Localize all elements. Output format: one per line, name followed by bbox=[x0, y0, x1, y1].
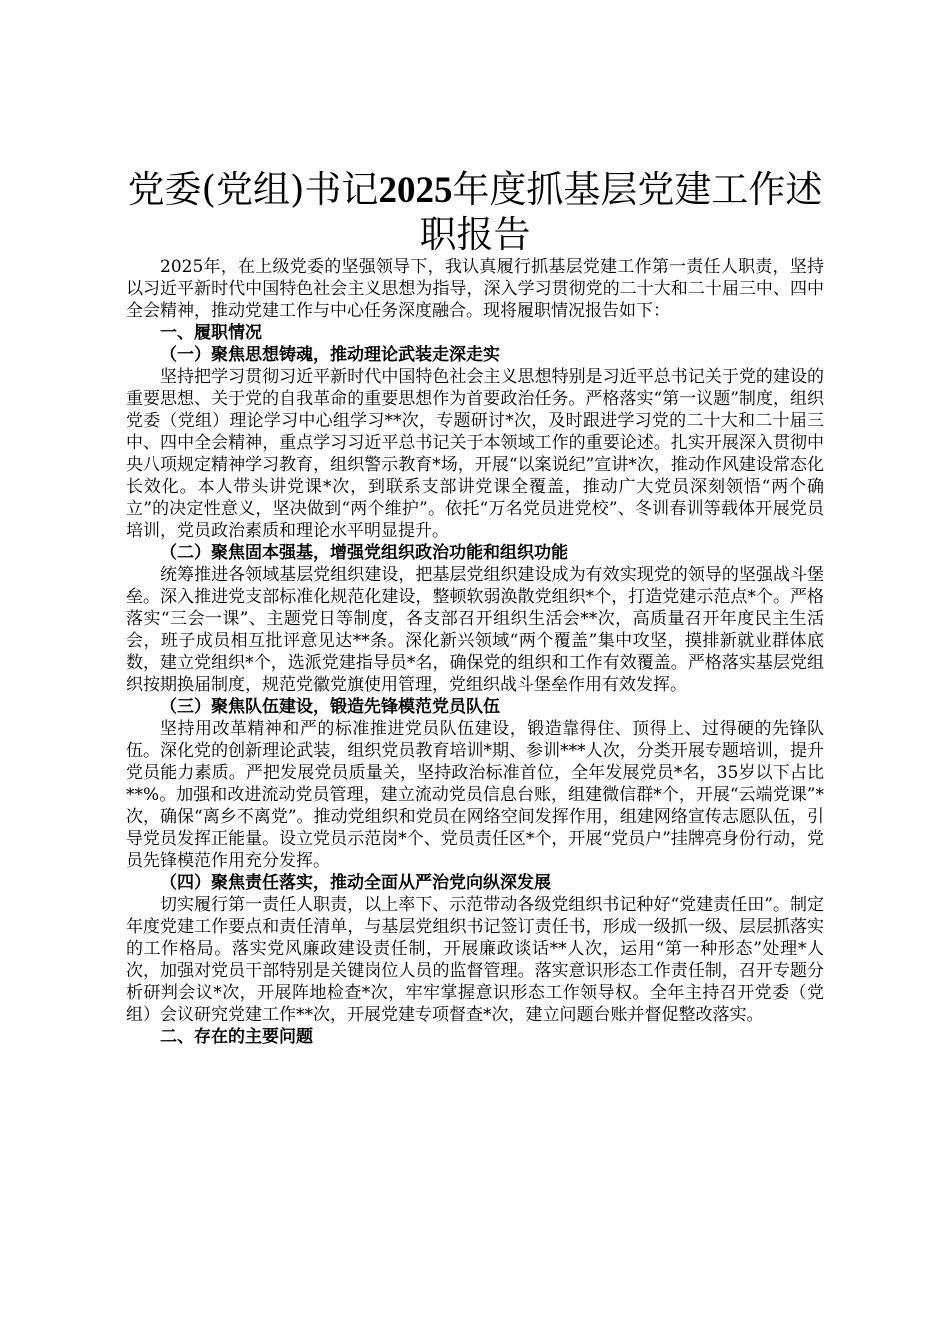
paragraph-4: 切实履行第一责任人职责，以上率下、示范带动各级党组织书记种好“党建责任田”。制定年度党建工作要点和责任清单，与基层党组织书记签订责任书，形成一级抓一级、层层抓落实的工作格局。落实党风廉政建设责任制，开展廉政谈话**人次，运用“第一种形态”处理*人次，加强对党员干部特别是关键岗位人员的监督管理。落实意识形态工作责任制，召开专题分析研判会议*次，开展阵地检查*次，牢牢掌握意识形态工作领导权。全年主持召开党委（党组）会议研究党建工作**次，开展党建专项督查*次，建立问题台账并督促整改落实。 bbox=[126, 895, 824, 1025]
paragraph-2: 统筹推进各领域基层党组织建设，把基层党组织建设成为有效实现党的领导的坚强战斗堡垒。深入推进党支部标准化规范化建设，整顿软弱涣散党组织*个，打造党建示范点*个。严格落实“三会一课”、主题党日等制度，各支部召开组织生活会**次，高质量召开年度民主生活会，班子成员相互批评意见达**条。深化新兴领域“两个覆盖”集中攻坚，摸排新就业群体底数，建立党组织*个，选派党建指导员*名，确保党的组织和工作有效覆盖。严格落实基层党组织按期换届制度，规范党徽党旗使用管理，党组织战斗堡垒作用有效发挥。 bbox=[126, 565, 824, 695]
paragraph-3: 坚持用改革精神和严的标准推进党员队伍建设，锻造靠得住、顶得上、过得硬的先锋队伍。深化党的创新理论武装，组织党员教育培训*期、参训***人次，分类开展专题培训，提升党员能力素质。严把发展党员质量关，坚持政治标准首位，全年发展党员*名，35岁以下占比**%。加强和改进流动党员管理，建立流动党员信息台账，组建微信群*个，开展“云端党课”*次，确保“离乡不离党”。推动党组织和党员在网络空间发挥作用，组建网络宣传志愿队伍，引导党员发挥正能量。设立党员示范岗*个、党员责任区*个，开展“党员户”挂牌亮身份行动，党员先锋模范作用充分发挥。 bbox=[126, 719, 824, 871]
title-year: 2025 bbox=[378, 170, 453, 211]
intro-paragraph: 2025年，在上级党委的坚强领导下，我认真履行抓基层党建工作第一责任人职责，坚持以习近平新时代中国特色社会主义思想为指导，深入学习贯彻党的二十大和二十届三中、四中全会精神，推动党建工作与中心任务深度融合。现将履职情况报告如下： bbox=[126, 257, 824, 321]
subsection-heading-4: （四）聚焦责任落实，推动全面从严治党向纵深发展 bbox=[160, 873, 551, 893]
title-suffix: 年度抓基层党建工作述职报告 bbox=[419, 168, 823, 256]
section-heading-2: 二、存在的主要问题 bbox=[160, 1027, 313, 1047]
paragraph-1: 坚持把学习贯彻习近平新时代中国特色社会主义思想特别是习近平总书记关于党的建设的重要思想、关于党的自我革命的重要思想作为首要政治任务。严格落实“第一议题”制度，组织党委（党组）理论学习中心组学习**次，专题研讨*次，及时跟进学习党的二十大和二十届三中、四中全会精神，重点学习习近平总书记关于本领域工作的重要论述。扎实开展深入贯彻中央八项规定精神学习教育，组织警示教育*场，开展“以案说纪”宣讲*次，推动作风建设常态化长效化。本人带头讲党课*次，到联系支部讲党课全覆盖，推动广大党员深刻领悟“两个确立”的决定性意义，坚决做到“两个维护”。依托“万名党员进党校”、冬训春训等载体开展党员培训，党员政治素质和理论水平明显提升。 bbox=[126, 367, 824, 541]
section-heading-1: 一、履职情况 bbox=[160, 323, 262, 343]
document-title bbox=[110, 168, 840, 257]
subsection-heading-3: （三）聚焦队伍建设，锻造先锋模范党员队伍 bbox=[160, 697, 500, 717]
title-prefix: 党委(党组)书记 bbox=[127, 168, 379, 211]
document-body bbox=[126, 256, 824, 1048]
subsection-heading-1: （一）聚焦思想铸魂，推动理论武装走深走实 bbox=[160, 345, 500, 365]
subsection-heading-2: （二）聚焦固本强基，增强党组织政治功能和组织功能 bbox=[160, 543, 568, 563]
